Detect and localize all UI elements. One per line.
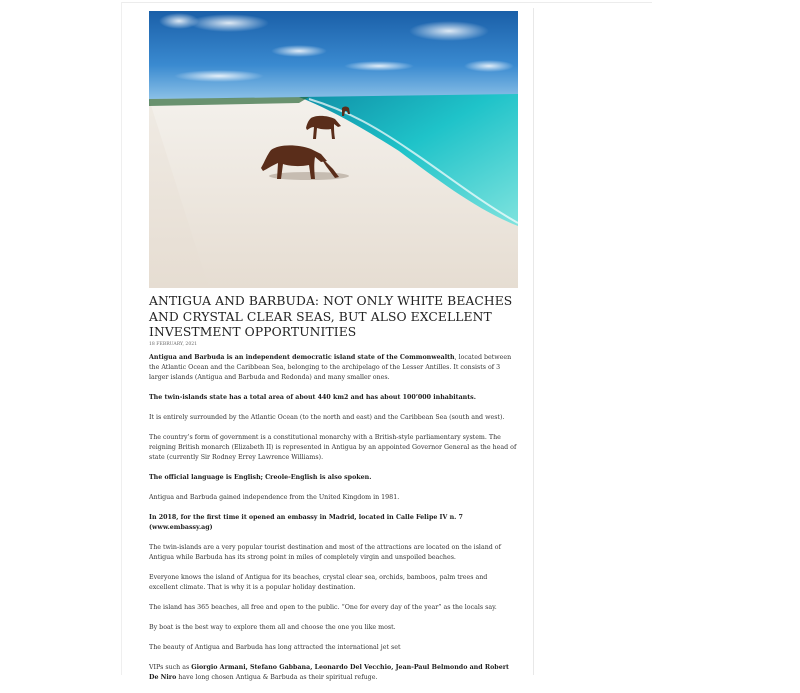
beach-horses-photo	[149, 11, 518, 288]
article-date: 18 FEBRUARY, 2021	[149, 341, 198, 347]
hero-image	[149, 11, 518, 288]
article-paragraph	[149, 623, 518, 633]
paragraph-bold-text: In 2018, for the first time it opened an embassy in Madrid, located in Calle Felipe IV n. 7 (www.embassy.ag)	[149, 513, 463, 531]
paragraph-text: The island has 365 beaches, all free and open to the public. “One for every day of the year” as the locals say.	[149, 603, 497, 611]
paragraph-text: VIPs such as	[149, 663, 192, 671]
article-paragraph	[149, 413, 518, 423]
paragraph-text: The twin-islands are a very popular tourist destination and most of the attractions are located on the island of Antigua while Barbuda has its strong point in miles of completely virgin and unspoiled beaches.	[149, 543, 501, 561]
header-divider	[121, 2, 652, 3]
paragraph-text: Antigua and Barbuda gained independence from the United Kingdom in 1981.	[149, 493, 400, 501]
article-paragraph	[149, 543, 518, 563]
paragraph-text: The country’s form of government is a constitutional monarchy with a British-style parliamentary system. The reigning British monarch (Elizabeth II) is represented in Antigua by an appointed Governor General as the head of state (currently Sir Rodney Errey Lawrence Williams).	[149, 433, 517, 461]
article-paragraph	[149, 643, 518, 653]
paragraph-bold-text: The twin-islands state has a total area of about 440 km2 and has about 100’000 inhabitants.	[149, 393, 476, 401]
article-paragraph	[149, 513, 518, 533]
article-paragraph	[149, 603, 518, 613]
paragraph-text: By boat is the best way to explore them all and choose the one you like most.	[149, 623, 396, 631]
article-paragraph	[149, 663, 518, 683]
article-paragraph	[149, 573, 518, 593]
paragraph-bold-text: The official language is English; Creole-English is also spoken.	[149, 473, 372, 481]
article-paragraph	[149, 353, 518, 383]
paragraph-text: have long chosen Antigua & Barbuda as their spiritual refuge.	[176, 673, 378, 681]
article-paragraph	[149, 393, 518, 403]
paragraph-text: Everyone knows the island of Antigua for its beaches, crystal clear sea, orchids, bamboos, palm trees and excellent climate. That is why it is a popular holiday destination.	[149, 573, 488, 591]
left-border	[121, 2, 122, 675]
paragraph-text: The beauty of Antigua and Barbuda has long attracted the international jet set	[149, 643, 401, 651]
sidebar-divider	[533, 8, 534, 675]
paragraph-bold-text: Antigua and Barbuda is an independent democratic island state of the Commonwealth	[149, 353, 455, 361]
article-title: ANTIGUA AND BARBUDA: NOT ONLY WHITE BEACHES AND CRYSTAL CLEAR SEAS, BUT ALSO EXCELLENT INVESTMENT OPPORTUNITIES	[149, 294, 513, 339]
article-paragraph	[149, 433, 518, 463]
article-paragraph	[149, 493, 518, 503]
paragraph-bold-text: Giorgio Armani, Stefano Gabbana, Leonardo Del Vecchio, Jean-Paul Belmondo and Robert De Niro	[149, 663, 509, 681]
paragraph-text: It is entirely surrounded by the Atlantic Ocean (to the north and east) and the Caribbean Sea (south and west).	[149, 413, 505, 421]
article-paragraph	[149, 473, 518, 483]
paragraph-text: , located between the Atlantic Ocean and the Caribbean Sea, belonging to the archipelago of the Lesser Antilles. It consists of 3 larger islands (Antigua and Barbuda and Redonda) and many smaller ones.	[149, 353, 512, 381]
article-body	[149, 353, 518, 683]
article	[149, 11, 518, 693]
